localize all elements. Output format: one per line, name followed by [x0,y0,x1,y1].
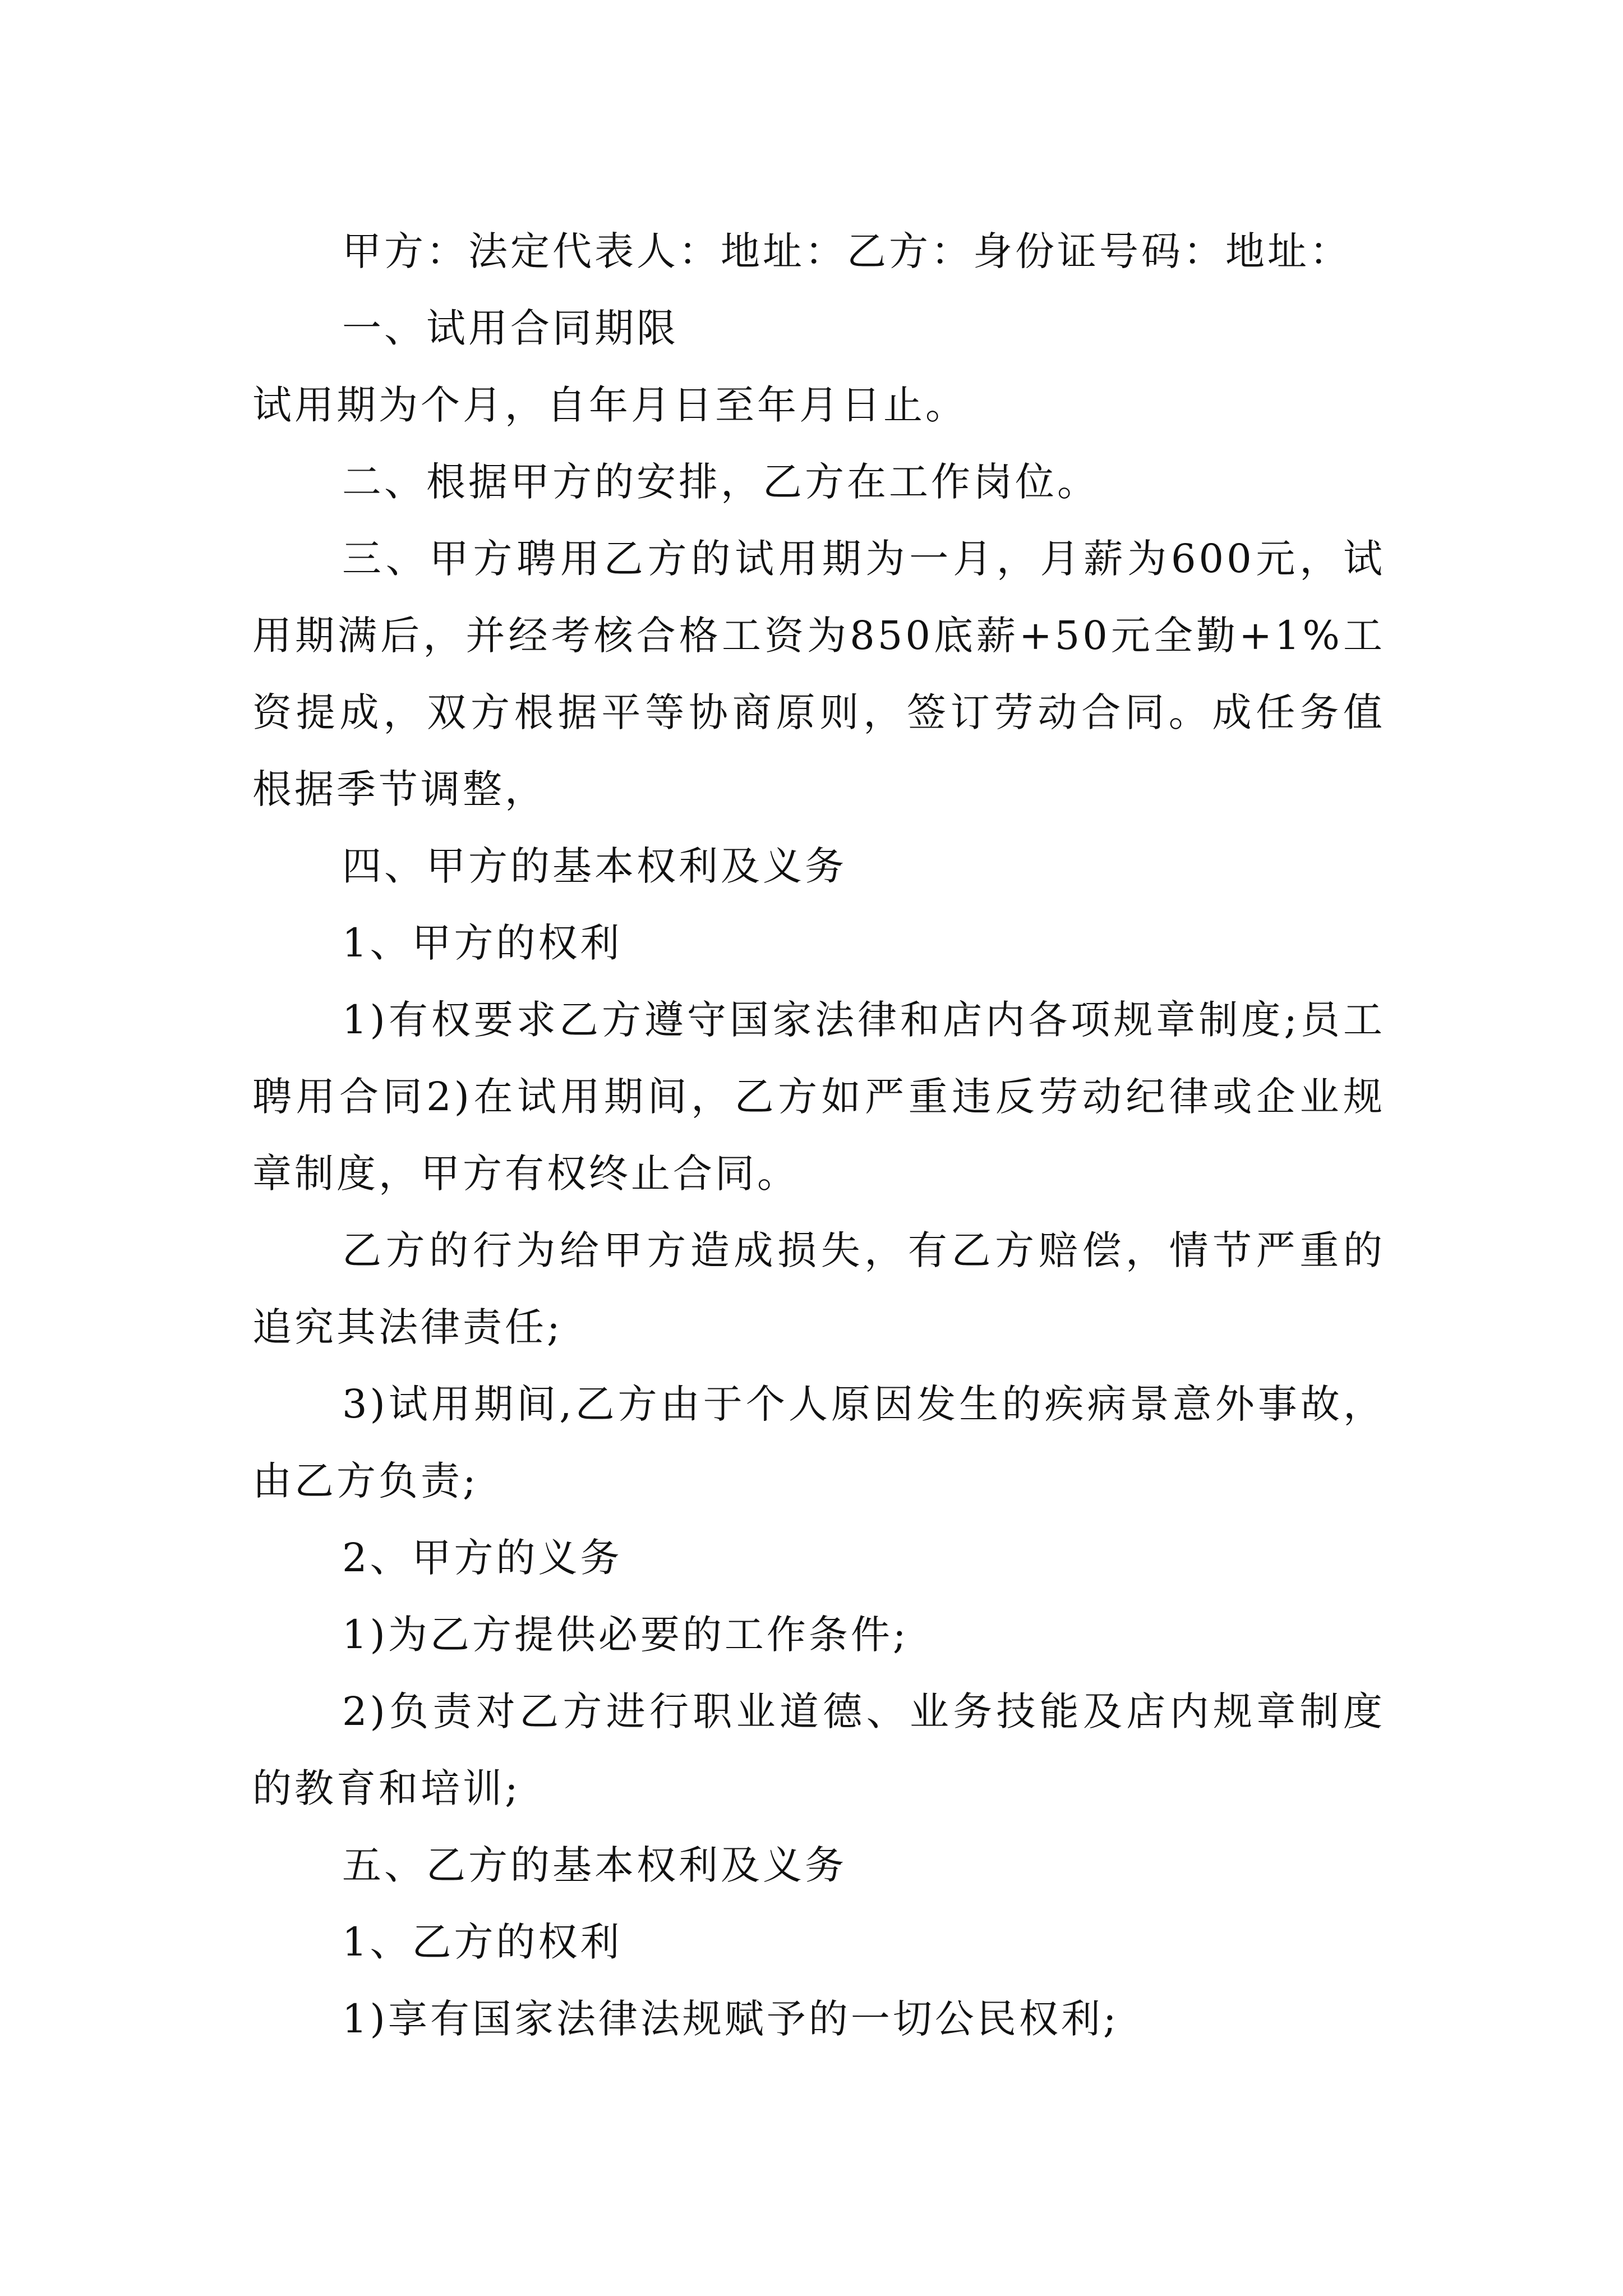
heading-party-a-rights: 1、甲方的权利 [342,920,623,966]
heading-party-a-obligations: 2、甲方的义务 [342,1535,623,1581]
heading-section-4: 四、甲方的基本权利及义务 [342,843,847,889]
paragraph-party-a-right-1-2: 1)有权要求乙方遵守国家法律和店内各项规章制度;员工聘用合同2)在试用期间，乙方如严重违反劳动纪律或企业规章制度，甲方有权终止合同。 [252,997,1385,1197]
paragraph-compensation: 乙方的行为给甲方造成损失，有乙方赔偿，情节严重的追究其法律责任; [252,1227,1385,1350]
paragraph-party-a-right-3: 3)试用期间,乙方由于个人原因发生的疾病景意外事故，由乙方负责; [252,1381,1385,1504]
heading-section-5: 五、乙方的基本权利及义务 [342,1842,847,1888]
paragraph-parties: 甲方：法定代表人：地址：乙方：身份证号码：地址： [342,228,1352,274]
heading-section-1: 一、试用合同期限 [342,305,679,351]
paragraph-obligation-1: 1)为乙方提供必要的工作条件; [342,1612,909,1658]
heading-section-2: 二、根据甲方的安排，乙方在工作岗位。 [342,459,1099,505]
paragraph-section-3: 三、甲方聘用乙方的试用期为一月，月薪为600元，试用期满后，并经考核合格工资为850底薪+50元全勤+1%工资提成，双方根据平等协商原则，签订劳动合同。成任务值根据季节调整， [252,536,1385,812]
heading-party-b-rights: 1、乙方的权利 [342,1919,623,1965]
paragraph-probation-period: 试用期为个月，自年月日至年月日止。 [252,382,967,428]
paragraph-party-b-right-1: 1)享有国家法律法规赋予的一切公民权利; [342,1996,1119,2042]
document-body [252,213,1385,2058]
paragraph-obligation-2: 2)负责对乙方进行职业道德、业务技能及店内规章制度的教育和培训; [252,1688,1385,1811]
